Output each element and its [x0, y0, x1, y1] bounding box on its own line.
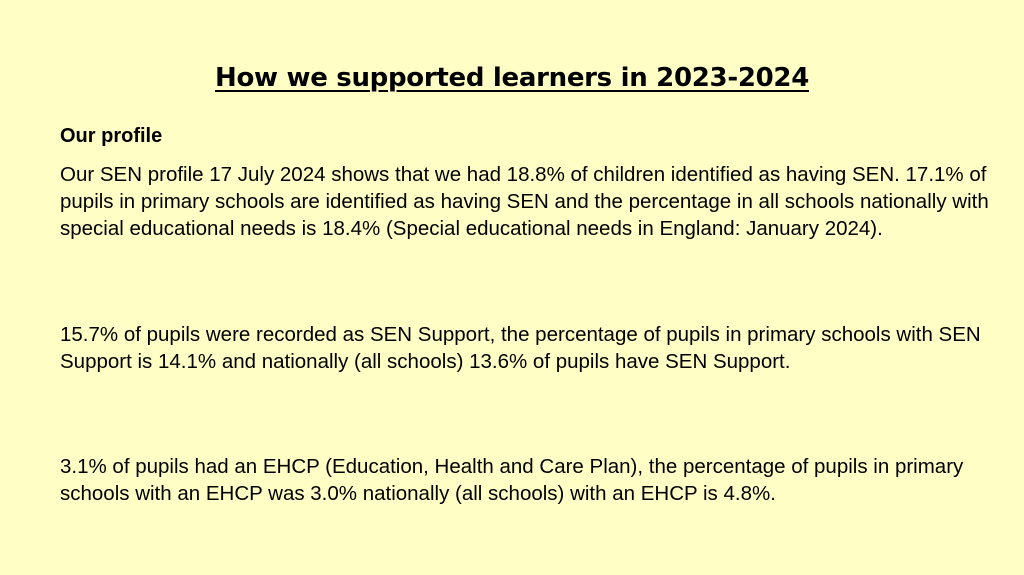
paragraph-sen-profile: Our SEN profile 17 July 2024 shows that we had 18.8% of children identified as having SEN. 17.1% of pupils in primary schools are identified as having SEN and the percentage in all schools nationally with special educational needs is 18.4% (Special educational needs in England: January 2024).	[60, 163, 989, 240]
slide-title: How we supported learners in 2023-2024	[214, 63, 809, 93]
section-heading: Our profile	[60, 125, 163, 147]
paragraph-ehcp: 3.1% of pupils had an EHCP (Education, Health and Care Plan), the percentage of pupils in primary schools with an EHCP was 3.0% nationally (all schools) with an EHCP is 4.8%.	[60, 455, 964, 505]
paragraph-sen-support: 15.7% of pupils were recorded as SEN Support, the percentage of pupils in primary schools with SEN Support is 14.1% and nationally (all schools) 13.6% of pupils have SEN Support.	[60, 323, 981, 373]
